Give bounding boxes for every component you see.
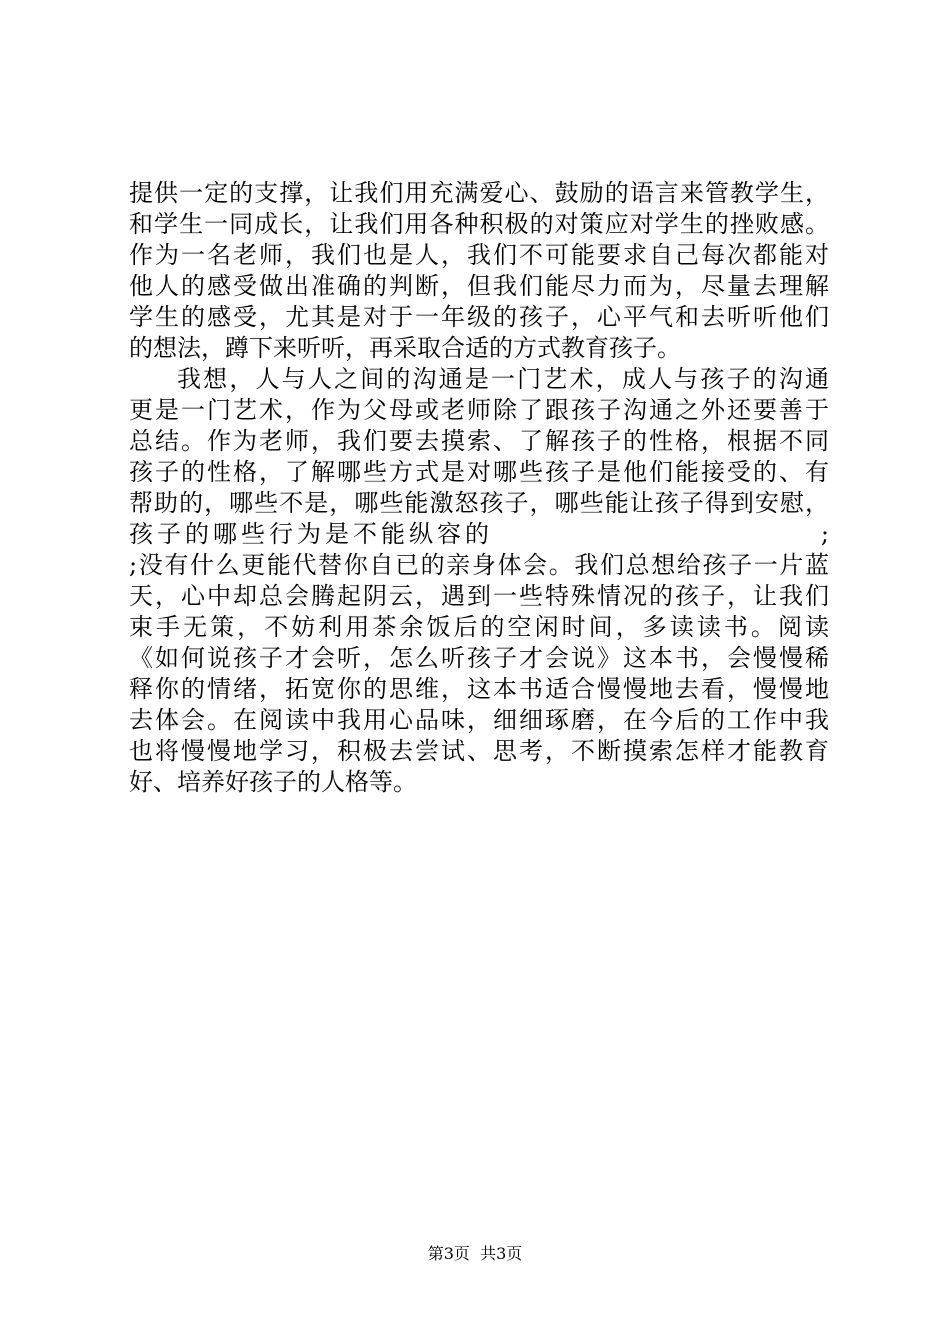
text-line: 提供一定的支撑，让我们用充满爱心、鼓励的语言来管教学生， <box>129 179 829 207</box>
text-line-paragraph-start: 我想，人与人之间的沟通是一门艺术，成人与孩子的沟通 <box>177 365 829 393</box>
text-line: 作为一名老师，我们也是人，我们不可能要求自己每次都能对 <box>129 241 829 269</box>
semicolon-mark: ; <box>820 520 829 548</box>
page-footer <box>0 1244 950 1264</box>
text-line: 更是一门艺术，作为父母或老师除了跟孩子沟通之外还要善于 <box>129 396 829 424</box>
text-line-segment: 孩子的哪些行为是不能纵容的 <box>129 520 493 548</box>
text-line: 总结。作为老师，我们要去摸索、了解孩子的性格，根据不同 <box>129 427 829 455</box>
text-line: 释你的情绪，拓宽你的思维，这本书适合慢慢地去看，慢慢地 <box>129 675 829 703</box>
text-line: 学生的感受，尤其是对于一年级的孩子，心平气和去听听他们 <box>129 303 829 331</box>
text-line-split <box>129 519 829 550</box>
text-line: 和学生一同成长，让我们用各种积极的对策应对学生的挫败感。 <box>129 210 829 238</box>
text-line: 孩子的性格，了解哪些方式是对哪些孩子是他们能接受的、有 <box>129 458 829 486</box>
text-line: 他人的感受做出准确的判断，但我们能尽力而为，尽量去理解 <box>129 272 829 300</box>
text-line: 去体会。在阅读中我用心品味，细细琢磨，在今后的工作中我 <box>129 706 829 734</box>
text-line: 帮助的，哪些不是，哪些能激怒孩子，哪些能让孩子得到安慰， <box>129 489 829 517</box>
text-line: ;没有什么更能代替你自已的亲身体会。我们总想给孩子一片蓝 <box>129 551 829 579</box>
text-line: 好、培养好孩子的人格等。 <box>129 768 417 796</box>
text-line: 也将慢慢地学习，积极去尝试、思考，不断摸索怎样才能教育 <box>129 737 829 765</box>
text-line: 《如何说孩子才会听，怎么听孩子才会说》这本书，会慢慢稀 <box>129 644 829 672</box>
text-line: 束手无策，不妨利用茶余饭后的空闲时间，多读读书。阅读 <box>129 613 829 641</box>
text-line: 天，心中却总会腾起阴云，遇到一些特殊情况的孩子，让我们 <box>129 582 829 610</box>
text-line: 的想法，蹲下来听听，再采取合适的方式教育孩子。 <box>129 334 681 362</box>
document-body <box>129 178 829 798</box>
page-number-label: 第3页 共3页 <box>427 1244 523 1263</box>
